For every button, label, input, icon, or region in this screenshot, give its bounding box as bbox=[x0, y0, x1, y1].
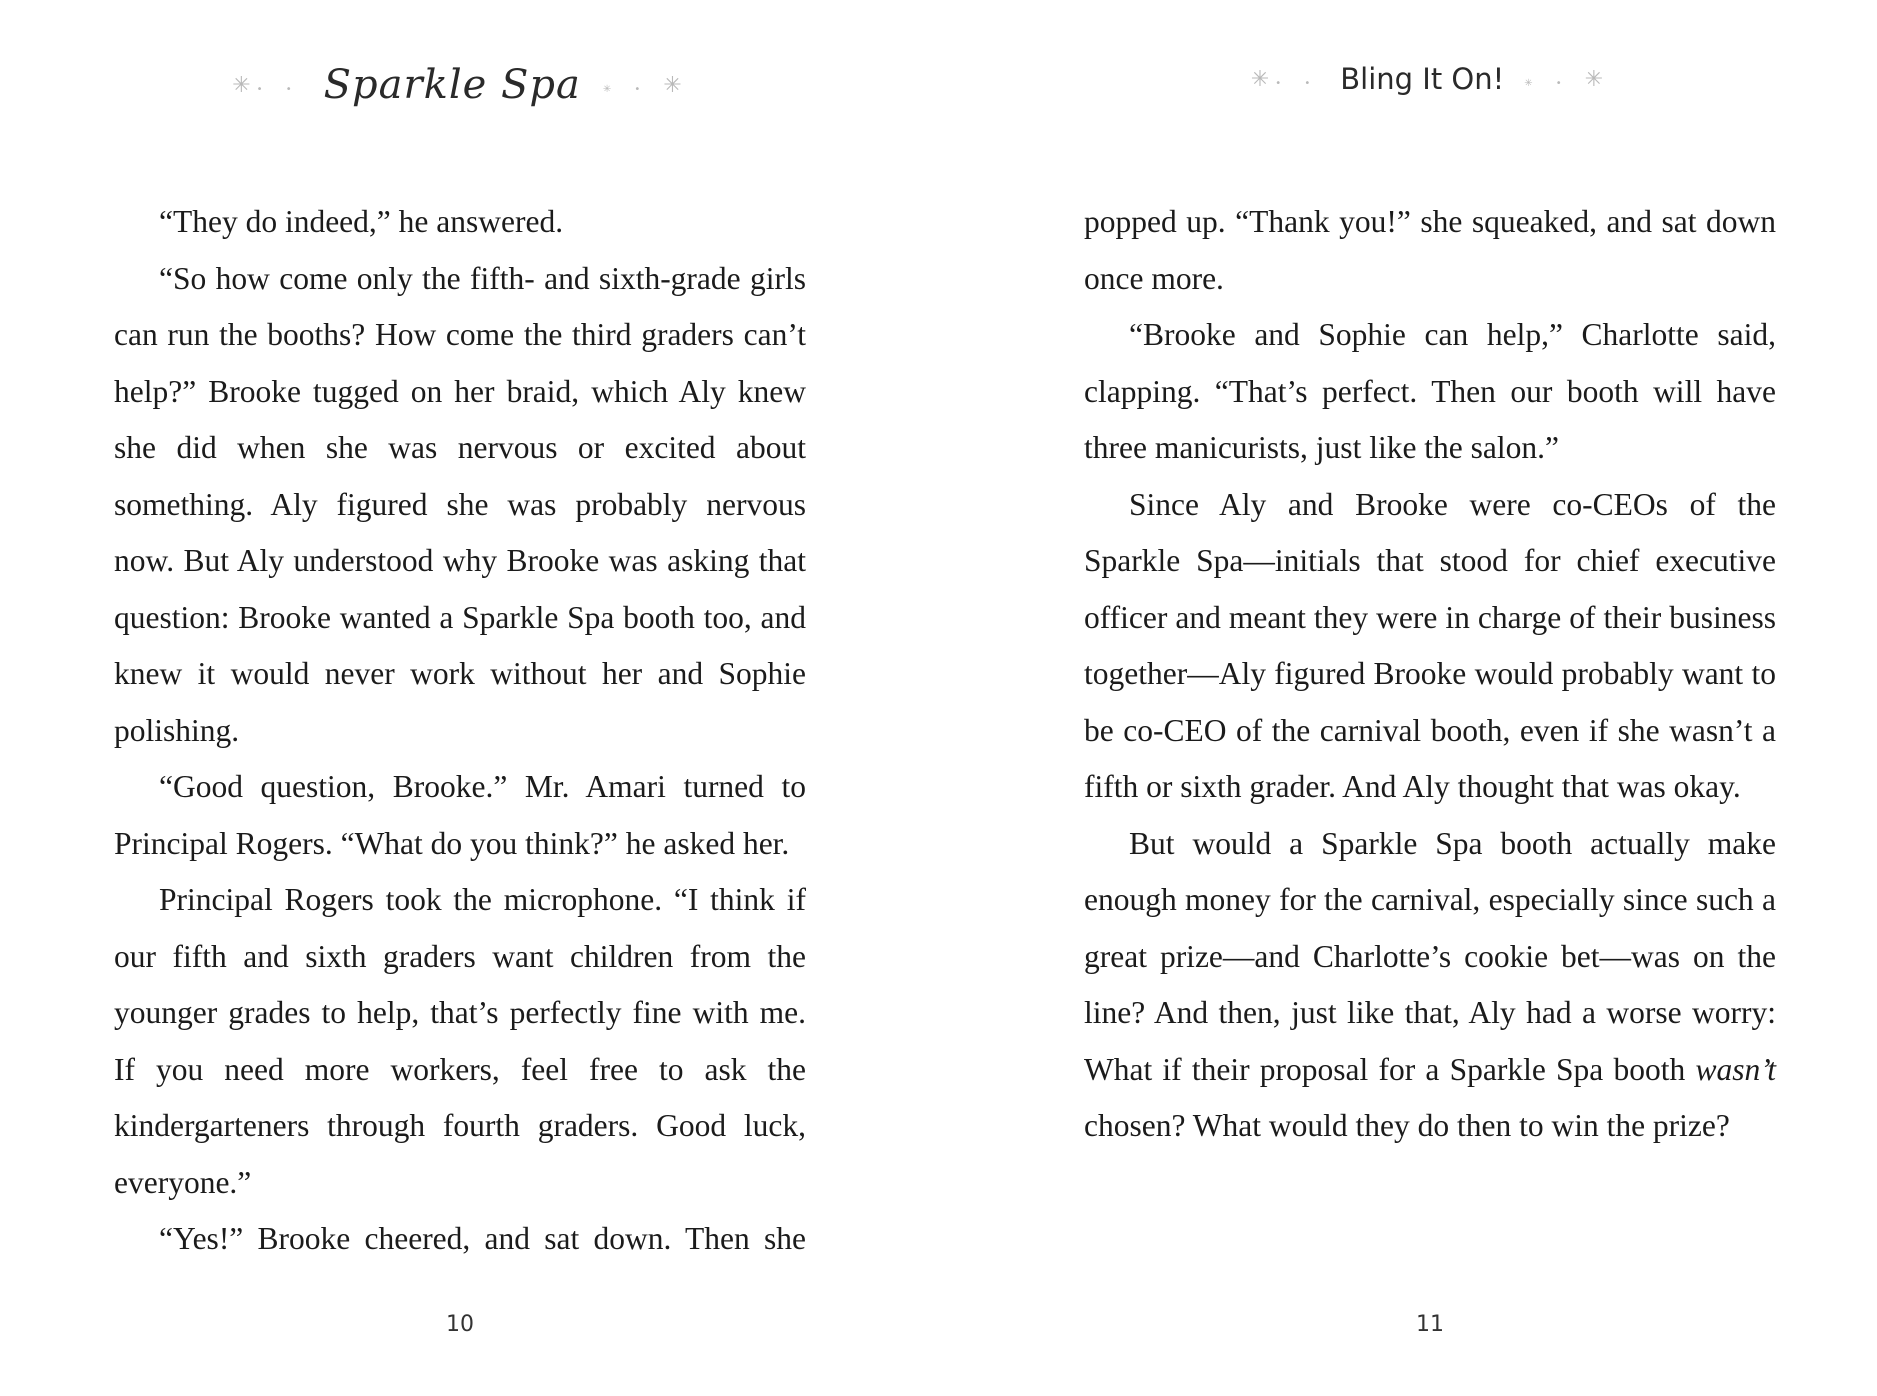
paragraph: Since Aly and Brooke were co-CEOs of the Sparkle Spa—initials that stood for chief executive officer and meant they were in charge of their business together—Aly figured Brooke would probably want to be co-CEO of the carnival booth, even if she wasn’t a fifth or sixth grader. And Aly thought that was okay. bbox=[1084, 486, 1776, 804]
left-running-head bbox=[114, 62, 806, 108]
paragraph-continued: popped up. “Thank you!” she squeaked, and sat down once more. bbox=[1084, 204, 1776, 296]
paragraph-last bbox=[1084, 816, 1776, 1155]
paragraph: Principal Rogers took the microphone. “I think if our fifth and sixth graders want children from the younger grades to help, that’s perfectly fine with me. If you need more workers, feel free to ask the kindergarteners through fourth graders. Good luck, everyone.” bbox=[114, 882, 806, 1200]
left-page bbox=[114, 0, 806, 1396]
sparkle-stars-left-icon: ✳• • bbox=[1250, 66, 1321, 92]
right-page bbox=[1084, 0, 1776, 1396]
book-series-title: Sparkle Spa bbox=[323, 62, 581, 108]
sparkle-stars-right-icon: ✳ • ✳ bbox=[602, 72, 688, 98]
right-running-head bbox=[1084, 62, 1776, 96]
sparkle-stars-left-icon: ✳• • bbox=[232, 72, 302, 98]
book-title: Bling It On! bbox=[1340, 62, 1505, 96]
page-number: 10 bbox=[446, 1312, 474, 1337]
paragraph: “Yes!” Brooke cheered, and sat down. Then she bbox=[159, 1221, 806, 1256]
paragraph: “So how come only the fifth- and sixth-grade girls can run the booths? How come the third graders can’t help?” Brooke tugged on her braid, which Aly knew she did when she was nervous or excited about something. Aly figured she was probably nervous now. But Aly understood why Brooke was asking that question: Brooke wanted a Sparkle Spa booth too, and knew it would never work without her and Sophie polishing. bbox=[114, 260, 806, 748]
text-run: chosen? What would they do then to win the prize? bbox=[1084, 1108, 1730, 1143]
paragraph: “They do indeed,” he answered. bbox=[159, 204, 564, 239]
page-number: 11 bbox=[1416, 1312, 1444, 1337]
paragraph: “Brooke and Sophie can help,” Charlotte said, clapping. “That’s perfect. Then our booth will have three manicurists, just like the salon.” bbox=[1084, 317, 1776, 465]
right-body-text bbox=[1084, 194, 1776, 1155]
emphasized-word: wasn’t bbox=[1695, 1051, 1776, 1087]
text-run: But would a Sparkle Spa booth actually make enough money for the carnival, especially since such a great prize—and Charlotte’s cookie bet—was on the line? And then, just like that, Aly had a worse worry: What if their proposal for a Sparkle Spa booth bbox=[1084, 825, 1776, 1087]
left-body-text bbox=[114, 194, 806, 1268]
paragraph: “Good question, Brooke.” Mr. Amari turned to Principal Rogers. “What do you think?” he asked her. bbox=[114, 769, 806, 861]
sparkle-stars-right-icon: ✳ • ✳ bbox=[1524, 66, 1610, 92]
